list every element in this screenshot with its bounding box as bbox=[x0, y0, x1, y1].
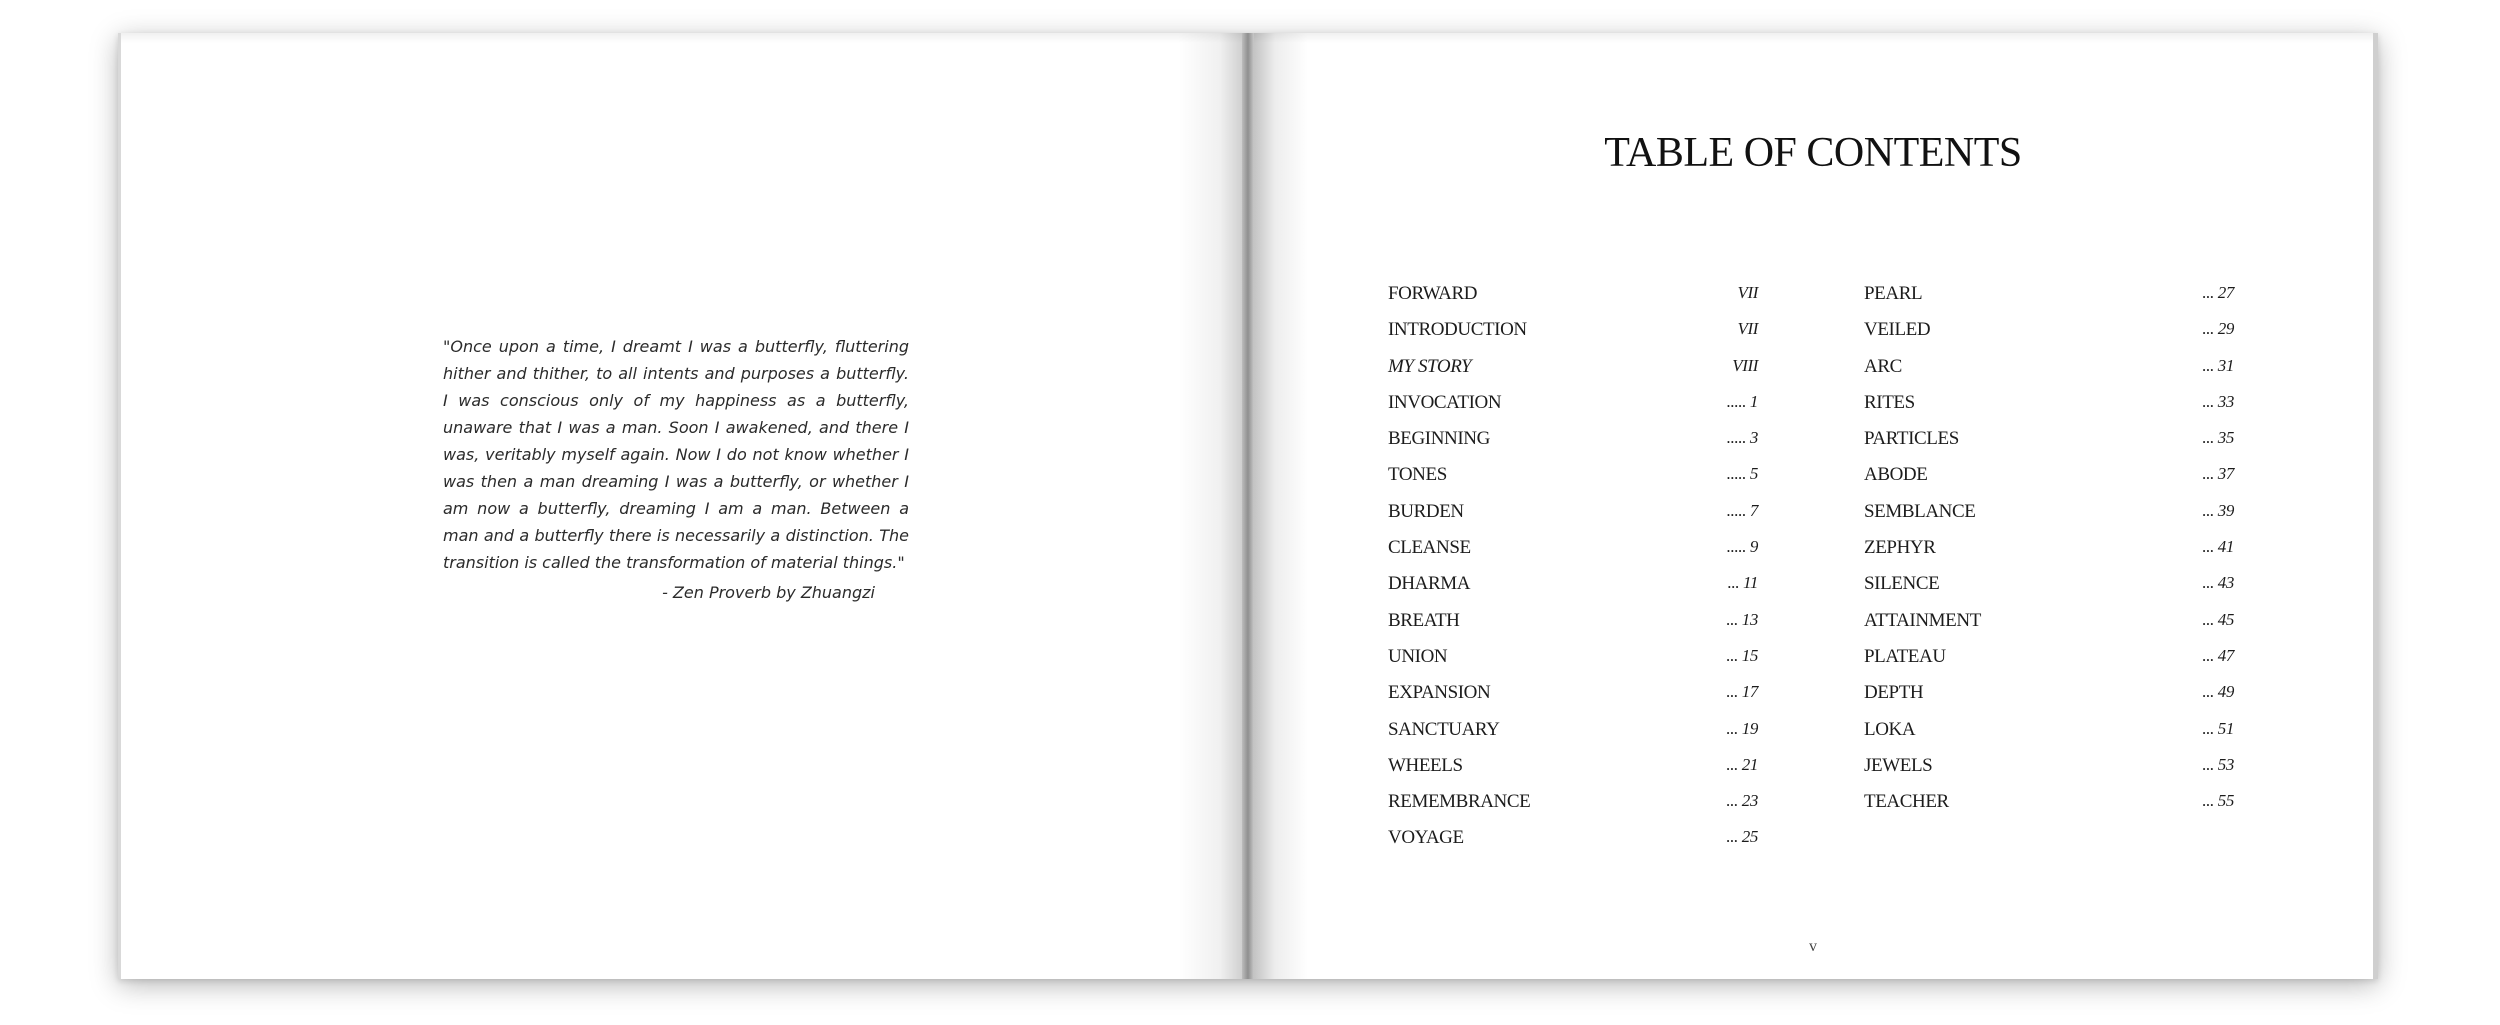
toc-entry bbox=[1864, 428, 2234, 464]
toc-entry bbox=[1388, 682, 1758, 718]
toc-entry bbox=[1388, 827, 1758, 863]
toc-entry bbox=[1864, 392, 2234, 428]
toc-entry bbox=[1864, 646, 2234, 682]
toc-entry-page: ... 51 bbox=[2202, 718, 2234, 738]
toc-entry-page: ... 13 bbox=[1726, 609, 1758, 629]
toc-entry bbox=[1388, 501, 1758, 537]
toc-entry-page: ... 31 bbox=[2202, 355, 2234, 375]
toc-entry-title: VEILED bbox=[1864, 319, 1931, 341]
toc-entry-page: ... 11 bbox=[1727, 573, 1758, 593]
toc-entry-page: VIII bbox=[1732, 355, 1758, 375]
toc-entry-page: ... 19 bbox=[1726, 718, 1758, 738]
toc-entry-page: ... 37 bbox=[2202, 464, 2234, 484]
toc-entry-page: ... 43 bbox=[2202, 573, 2234, 593]
toc-entry-page: ... 55 bbox=[2202, 791, 2234, 811]
toc-entry bbox=[1864, 755, 2234, 791]
book-spread bbox=[118, 33, 2378, 979]
toc-entry-page: ... 35 bbox=[2202, 428, 2234, 448]
epigraph-attribution: - Zen Proverb by Zhuangzi bbox=[662, 583, 875, 602]
toc-entry bbox=[1388, 646, 1758, 682]
toc-entry bbox=[1864, 791, 2234, 827]
toc-entry bbox=[1388, 319, 1758, 355]
toc-entry-title: DEPTH bbox=[1864, 682, 1924, 704]
toc-entry-title: PEARL bbox=[1864, 283, 1923, 304]
page-top-shade bbox=[121, 33, 1248, 43]
toc-entry-page: ..... 3 bbox=[1726, 428, 1758, 448]
toc-entry-page: ... 39 bbox=[2202, 500, 2234, 520]
toc-entry-title: CLEANSE bbox=[1388, 537, 1471, 559]
left-page bbox=[118, 33, 1248, 979]
toc-entry-page: VII bbox=[1737, 319, 1758, 339]
toc-entry bbox=[1864, 283, 2234, 319]
toc-entry bbox=[1388, 283, 1758, 319]
page-number: v bbox=[1809, 938, 1817, 955]
toc-entry-title: BEGINNING bbox=[1388, 428, 1490, 450]
toc-entry bbox=[1864, 501, 2234, 537]
toc-entry-title: ARC bbox=[1864, 355, 1902, 377]
toc-entry-page: VII bbox=[1737, 283, 1758, 302]
toc-entry bbox=[1388, 464, 1758, 500]
epigraph-quote: "Once upon a time, I dreamt I was a butterfly, fluttering hither and thither, to all intents and purposes a butterfly. I was conscious only of my happiness as a butterfly, unaware that I was a man. Soon I awakened, and there I was, veritably myself again. Now I do not know whether I was then a man dreaming I was a butterfly, or whether I am now a butterfly, dreaming I am a man. Between a man and a butterfly there is necessarily a distinction. The transition is called the transformation of material things." bbox=[443, 337, 909, 572]
toc-entry-page: ... 45 bbox=[2202, 609, 2234, 629]
toc-entry-title: BREATH bbox=[1388, 609, 1460, 631]
toc-entry-page: ... 27 bbox=[2202, 283, 2234, 302]
right-page bbox=[1248, 33, 2378, 979]
toc-entry bbox=[1864, 464, 2234, 500]
toc-entry-title: PLATEAU bbox=[1864, 645, 1946, 667]
toc-entry-title: ABODE bbox=[1864, 464, 1928, 486]
toc-entry-page: ... 53 bbox=[2202, 754, 2234, 774]
book-spine bbox=[1242, 33, 1254, 979]
toc-entry bbox=[1864, 719, 2234, 755]
toc-entry-page: ... 47 bbox=[2202, 645, 2234, 665]
toc-entry-page: ... 15 bbox=[1726, 645, 1758, 665]
toc-entry-title: EXPANSION bbox=[1388, 682, 1491, 704]
toc-entry-title: DHARMA bbox=[1388, 573, 1471, 595]
toc-entry-title: JEWELS bbox=[1864, 754, 1933, 776]
toc-entry-title: WHEELS bbox=[1388, 754, 1463, 776]
toc-entry-title: INTRODUCTION bbox=[1388, 319, 1527, 341]
toc-entry-title: TONES bbox=[1388, 464, 1447, 486]
toc-entry-page: ..... 5 bbox=[1726, 464, 1758, 484]
toc-entry-title: REMEMBRANCE bbox=[1388, 791, 1531, 813]
toc-entry-page: ... 49 bbox=[2202, 682, 2234, 702]
toc-entry-page: ..... 7 bbox=[1726, 500, 1758, 520]
toc-entry bbox=[1864, 319, 2234, 355]
toc-entry bbox=[1864, 682, 2234, 718]
toc-entry-title: SANCTUARY bbox=[1388, 718, 1500, 740]
toc-entry bbox=[1388, 573, 1758, 609]
toc-entry-title: BURDEN bbox=[1388, 500, 1464, 522]
toc-entry-title: VOYAGE bbox=[1388, 827, 1464, 849]
toc-entry-title: FORWARD bbox=[1388, 283, 1478, 304]
toc-entry bbox=[1388, 719, 1758, 755]
toc-entry bbox=[1388, 610, 1758, 646]
toc-entry bbox=[1388, 791, 1758, 827]
toc-entry bbox=[1864, 356, 2234, 392]
toc-entry bbox=[1388, 537, 1758, 573]
toc-entry-title: INVOCATION bbox=[1388, 391, 1502, 413]
toc-entry-page: ... 21 bbox=[1726, 754, 1758, 774]
toc-entry-title: SILENCE bbox=[1864, 573, 1940, 595]
toc-entry-title: UNION bbox=[1388, 645, 1448, 667]
toc-entry-title: ZEPHYR bbox=[1864, 537, 1936, 559]
toc-entry bbox=[1388, 755, 1758, 791]
toc-entry bbox=[1388, 428, 1758, 464]
toc-entry bbox=[1864, 573, 2234, 609]
toc-column-2 bbox=[1864, 283, 2234, 827]
toc-entry bbox=[1864, 537, 2234, 573]
toc-entry-title: TEACHER bbox=[1864, 791, 1949, 813]
toc-entry-page: ... 23 bbox=[1726, 791, 1758, 811]
toc-entry-page: ... 25 bbox=[1726, 827, 1758, 847]
toc-heading: TABLE OF CONTENTS bbox=[1604, 130, 2022, 176]
toc-entry bbox=[1864, 610, 2234, 646]
toc-entry-page: ... 29 bbox=[2202, 319, 2234, 339]
toc-entry-page: ... 41 bbox=[2202, 537, 2234, 557]
toc-entry bbox=[1388, 392, 1758, 428]
page-top-shade bbox=[1248, 33, 2373, 43]
left-gutter-shadow bbox=[1178, 33, 1248, 979]
toc-entry-page: ... 17 bbox=[1726, 682, 1758, 702]
toc-entry-page: ... 33 bbox=[2202, 391, 2234, 411]
toc-entry-title: SEMBLANCE bbox=[1864, 500, 1976, 522]
toc-entry-title: RITES bbox=[1864, 391, 1915, 413]
toc-entry-title: PARTICLES bbox=[1864, 428, 1959, 450]
toc-entry-title: LOKA bbox=[1864, 718, 1916, 740]
toc-entry-page: ..... 1 bbox=[1726, 391, 1758, 411]
toc-column-1 bbox=[1388, 283, 1758, 864]
toc-entry-title: MY STORY bbox=[1388, 355, 1472, 377]
toc-entry-page: ..... 9 bbox=[1726, 537, 1758, 557]
toc-entry-title: ATTAINMENT bbox=[1864, 609, 1981, 631]
toc-entry bbox=[1388, 356, 1758, 392]
